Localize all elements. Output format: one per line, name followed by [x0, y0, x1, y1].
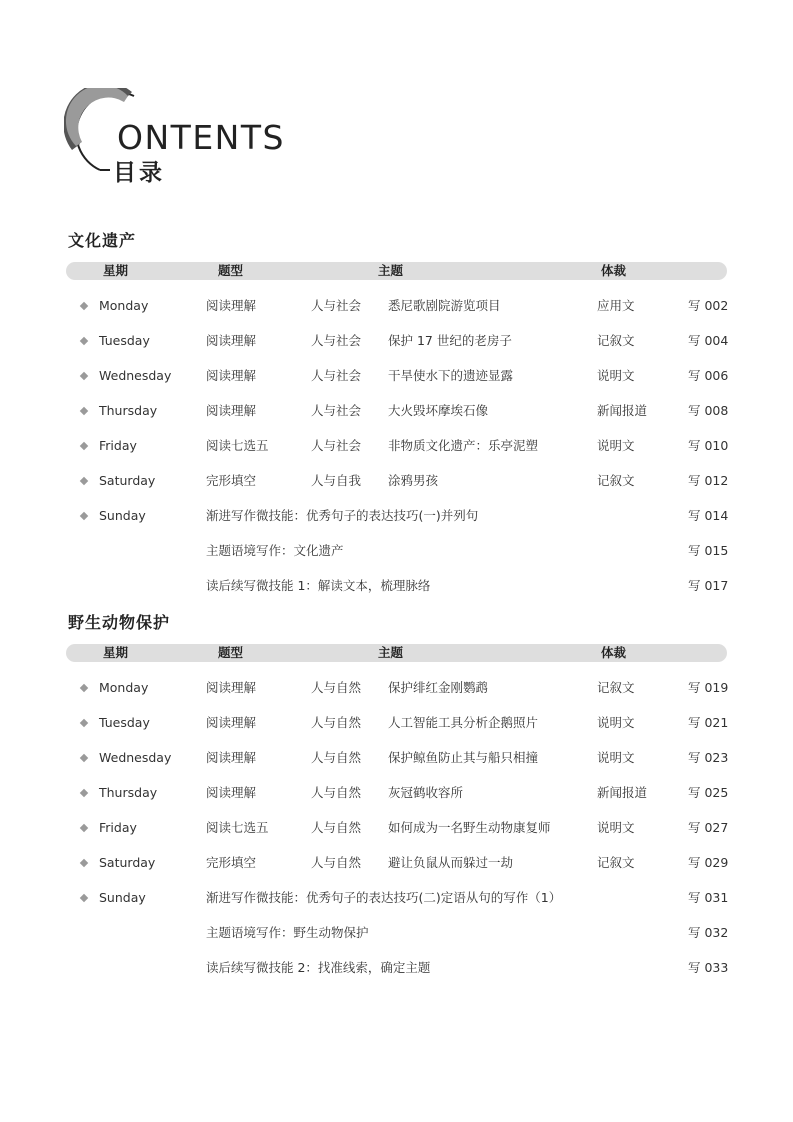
diamond-bullet-icon: [80, 748, 88, 768]
row-type: 阅读理解: [206, 333, 257, 348]
row-page: 写 029: [688, 855, 729, 870]
row-topic: 人工智能工具分析企鹅照片: [388, 715, 539, 730]
row-page: 写 027: [688, 820, 729, 835]
table-row: [0, 783, 793, 803]
diamond-bullet-icon: [80, 296, 88, 316]
row-type: 阅读理解: [206, 785, 257, 800]
row-page: 写 033: [688, 960, 729, 975]
row-theme: 人与自然: [311, 820, 362, 835]
row-theme: 人与社会: [311, 403, 362, 418]
row-page: 写 017: [688, 578, 729, 593]
row-type: 阅读七选五: [206, 438, 269, 453]
row-page: 写 021: [688, 715, 729, 730]
row-type: 阅读七选五: [206, 820, 269, 835]
section-title: 文化遗产: [68, 231, 137, 250]
table-row: [0, 436, 793, 456]
row-topic: 涂鸦男孩: [388, 473, 439, 488]
row-page: 写 012: [688, 473, 729, 488]
row-text: 渐进写作微技能：优秀句子的表达技巧(二)定语从句的写作（1）: [206, 890, 562, 905]
row-page: 写 023: [688, 750, 729, 765]
diamond-bullet-icon: [80, 818, 88, 838]
row-text: 读后续写微技能 1：解读文本，梳理脉络: [206, 578, 431, 593]
diamond-bullet-icon: [80, 331, 88, 351]
row-text: 读后续写微技能 2：找准线索，确定主题: [206, 960, 431, 975]
row-theme: 人与自我: [311, 473, 362, 488]
diamond-bullet-icon: [80, 506, 88, 526]
row-page: 写 025: [688, 785, 729, 800]
row-text: 渐进写作微技能：优秀句子的表达技巧(一)并列句: [206, 508, 479, 523]
row-page: 写 004: [688, 333, 729, 348]
table-row: [0, 401, 793, 421]
diamond-bullet-icon: [80, 401, 88, 421]
header-type: 题型: [218, 263, 244, 278]
row-topic: 保护鲸鱼防止其与船只相撞: [388, 750, 539, 765]
row-day: Monday: [99, 680, 149, 695]
row-genre: 记叙文: [597, 680, 635, 695]
row-theme: 人与社会: [311, 438, 362, 453]
row-theme: 人与社会: [311, 368, 362, 383]
row-type: 阅读理解: [206, 715, 257, 730]
row-type: 阅读理解: [206, 368, 257, 383]
row-topic: 保护 17 世纪的老房子: [388, 333, 512, 348]
table-row: [0, 853, 793, 873]
contents-logo: [64, 88, 304, 188]
table-row: [0, 678, 793, 698]
row-page: 写 032: [688, 925, 729, 940]
row-day: Thursday: [99, 403, 158, 418]
table-header: [66, 262, 727, 280]
row-type: 完形填空: [206, 473, 257, 488]
row-day: Tuesday: [99, 715, 150, 730]
header-genre: 体裁: [601, 263, 627, 278]
row-day: Tuesday: [99, 333, 150, 348]
row-genre: 说明文: [597, 715, 635, 730]
row-theme: 人与自然: [311, 715, 362, 730]
row-day: Friday: [99, 438, 137, 453]
table-row: [0, 958, 793, 978]
row-genre: 说明文: [597, 438, 635, 453]
row-genre: 记叙文: [597, 855, 635, 870]
row-topic: 灰冠鹤收容所: [388, 785, 464, 800]
row-type: 阅读理解: [206, 403, 257, 418]
row-topic: 避让负鼠从而躲过一劫: [388, 855, 514, 870]
diamond-bullet-icon: [80, 471, 88, 491]
header-day: 星期: [103, 645, 129, 660]
row-topic: 悉尼歌剧院游览项目: [388, 298, 501, 313]
table-row: [0, 471, 793, 491]
row-theme: 人与自然: [311, 750, 362, 765]
header-topic: 主题: [378, 263, 404, 278]
row-genre: 新闻报道: [597, 785, 648, 800]
diamond-bullet-icon: [80, 783, 88, 803]
table-row: [0, 506, 793, 526]
diamond-bullet-icon: [80, 713, 88, 733]
table-row: [0, 748, 793, 768]
row-topic: 大火毁坏摩埃石像: [388, 403, 489, 418]
table-row: [0, 541, 793, 561]
row-genre: 记叙文: [597, 473, 635, 488]
header-type: 题型: [218, 645, 244, 660]
table-row: [0, 331, 793, 351]
row-day: Wednesday: [99, 368, 172, 383]
row-topic: 保护绯红金刚鹦鹉: [388, 680, 489, 695]
header-day: 星期: [103, 263, 129, 278]
header-genre: 体裁: [601, 645, 627, 660]
row-theme: 人与社会: [311, 333, 362, 348]
row-day: Monday: [99, 298, 149, 313]
logo-word: ONTENTS: [117, 118, 285, 157]
row-theme: 人与社会: [311, 298, 362, 313]
row-day: Saturday: [99, 855, 156, 870]
row-page: 写 010: [688, 438, 729, 453]
row-genre: 新闻报道: [597, 403, 648, 418]
row-page: 写 014: [688, 508, 729, 523]
logo-subtitle: 目录: [113, 160, 165, 186]
row-topic: 如何成为一名野生动物康复师: [388, 820, 551, 835]
header-topic: 主题: [378, 645, 404, 660]
diamond-bullet-icon: [80, 436, 88, 456]
row-day: Friday: [99, 820, 137, 835]
diamond-bullet-icon: [80, 366, 88, 386]
table-row: [0, 923, 793, 943]
row-genre: 应用文: [597, 298, 635, 313]
row-type: 阅读理解: [206, 680, 257, 695]
table-row: [0, 818, 793, 838]
row-genre: 说明文: [597, 820, 635, 835]
row-day: Wednesday: [99, 750, 172, 765]
row-page: 写 015: [688, 543, 729, 558]
row-page: 写 002: [688, 298, 729, 313]
row-text: 主题语境写作：野生动物保护: [206, 925, 369, 940]
table-row: [0, 576, 793, 596]
row-page: 写 008: [688, 403, 729, 418]
row-theme: 人与自然: [311, 785, 362, 800]
row-day: Thursday: [99, 785, 158, 800]
row-theme: 人与自然: [311, 680, 362, 695]
row-page: 写 019: [688, 680, 729, 695]
row-text: 主题语境写作：文化遗产: [206, 543, 344, 558]
row-genre: 说明文: [597, 750, 635, 765]
row-day: Sunday: [99, 890, 146, 905]
diamond-bullet-icon: [80, 888, 88, 908]
row-day: Saturday: [99, 473, 156, 488]
row-topic: 非物质文化遗产：乐亭泥塑: [388, 438, 539, 453]
row-type: 完形填空: [206, 855, 257, 870]
row-genre: 说明文: [597, 368, 635, 383]
row-topic: 干旱使水下的遗迹显露: [388, 368, 514, 383]
diamond-bullet-icon: [80, 678, 88, 698]
table-row: [0, 296, 793, 316]
diamond-bullet-icon: [80, 853, 88, 873]
row-genre: 记叙文: [597, 333, 635, 348]
section-title: 野生动物保护: [68, 613, 171, 632]
table-row: [0, 366, 793, 386]
row-day: Sunday: [99, 508, 146, 523]
row-page: 写 006: [688, 368, 729, 383]
table-header: [66, 644, 727, 662]
table-row: [0, 888, 793, 908]
row-page: 写 031: [688, 890, 729, 905]
table-row: [0, 713, 793, 733]
row-type: 阅读理解: [206, 750, 257, 765]
row-theme: 人与自然: [311, 855, 362, 870]
row-type: 阅读理解: [206, 298, 257, 313]
